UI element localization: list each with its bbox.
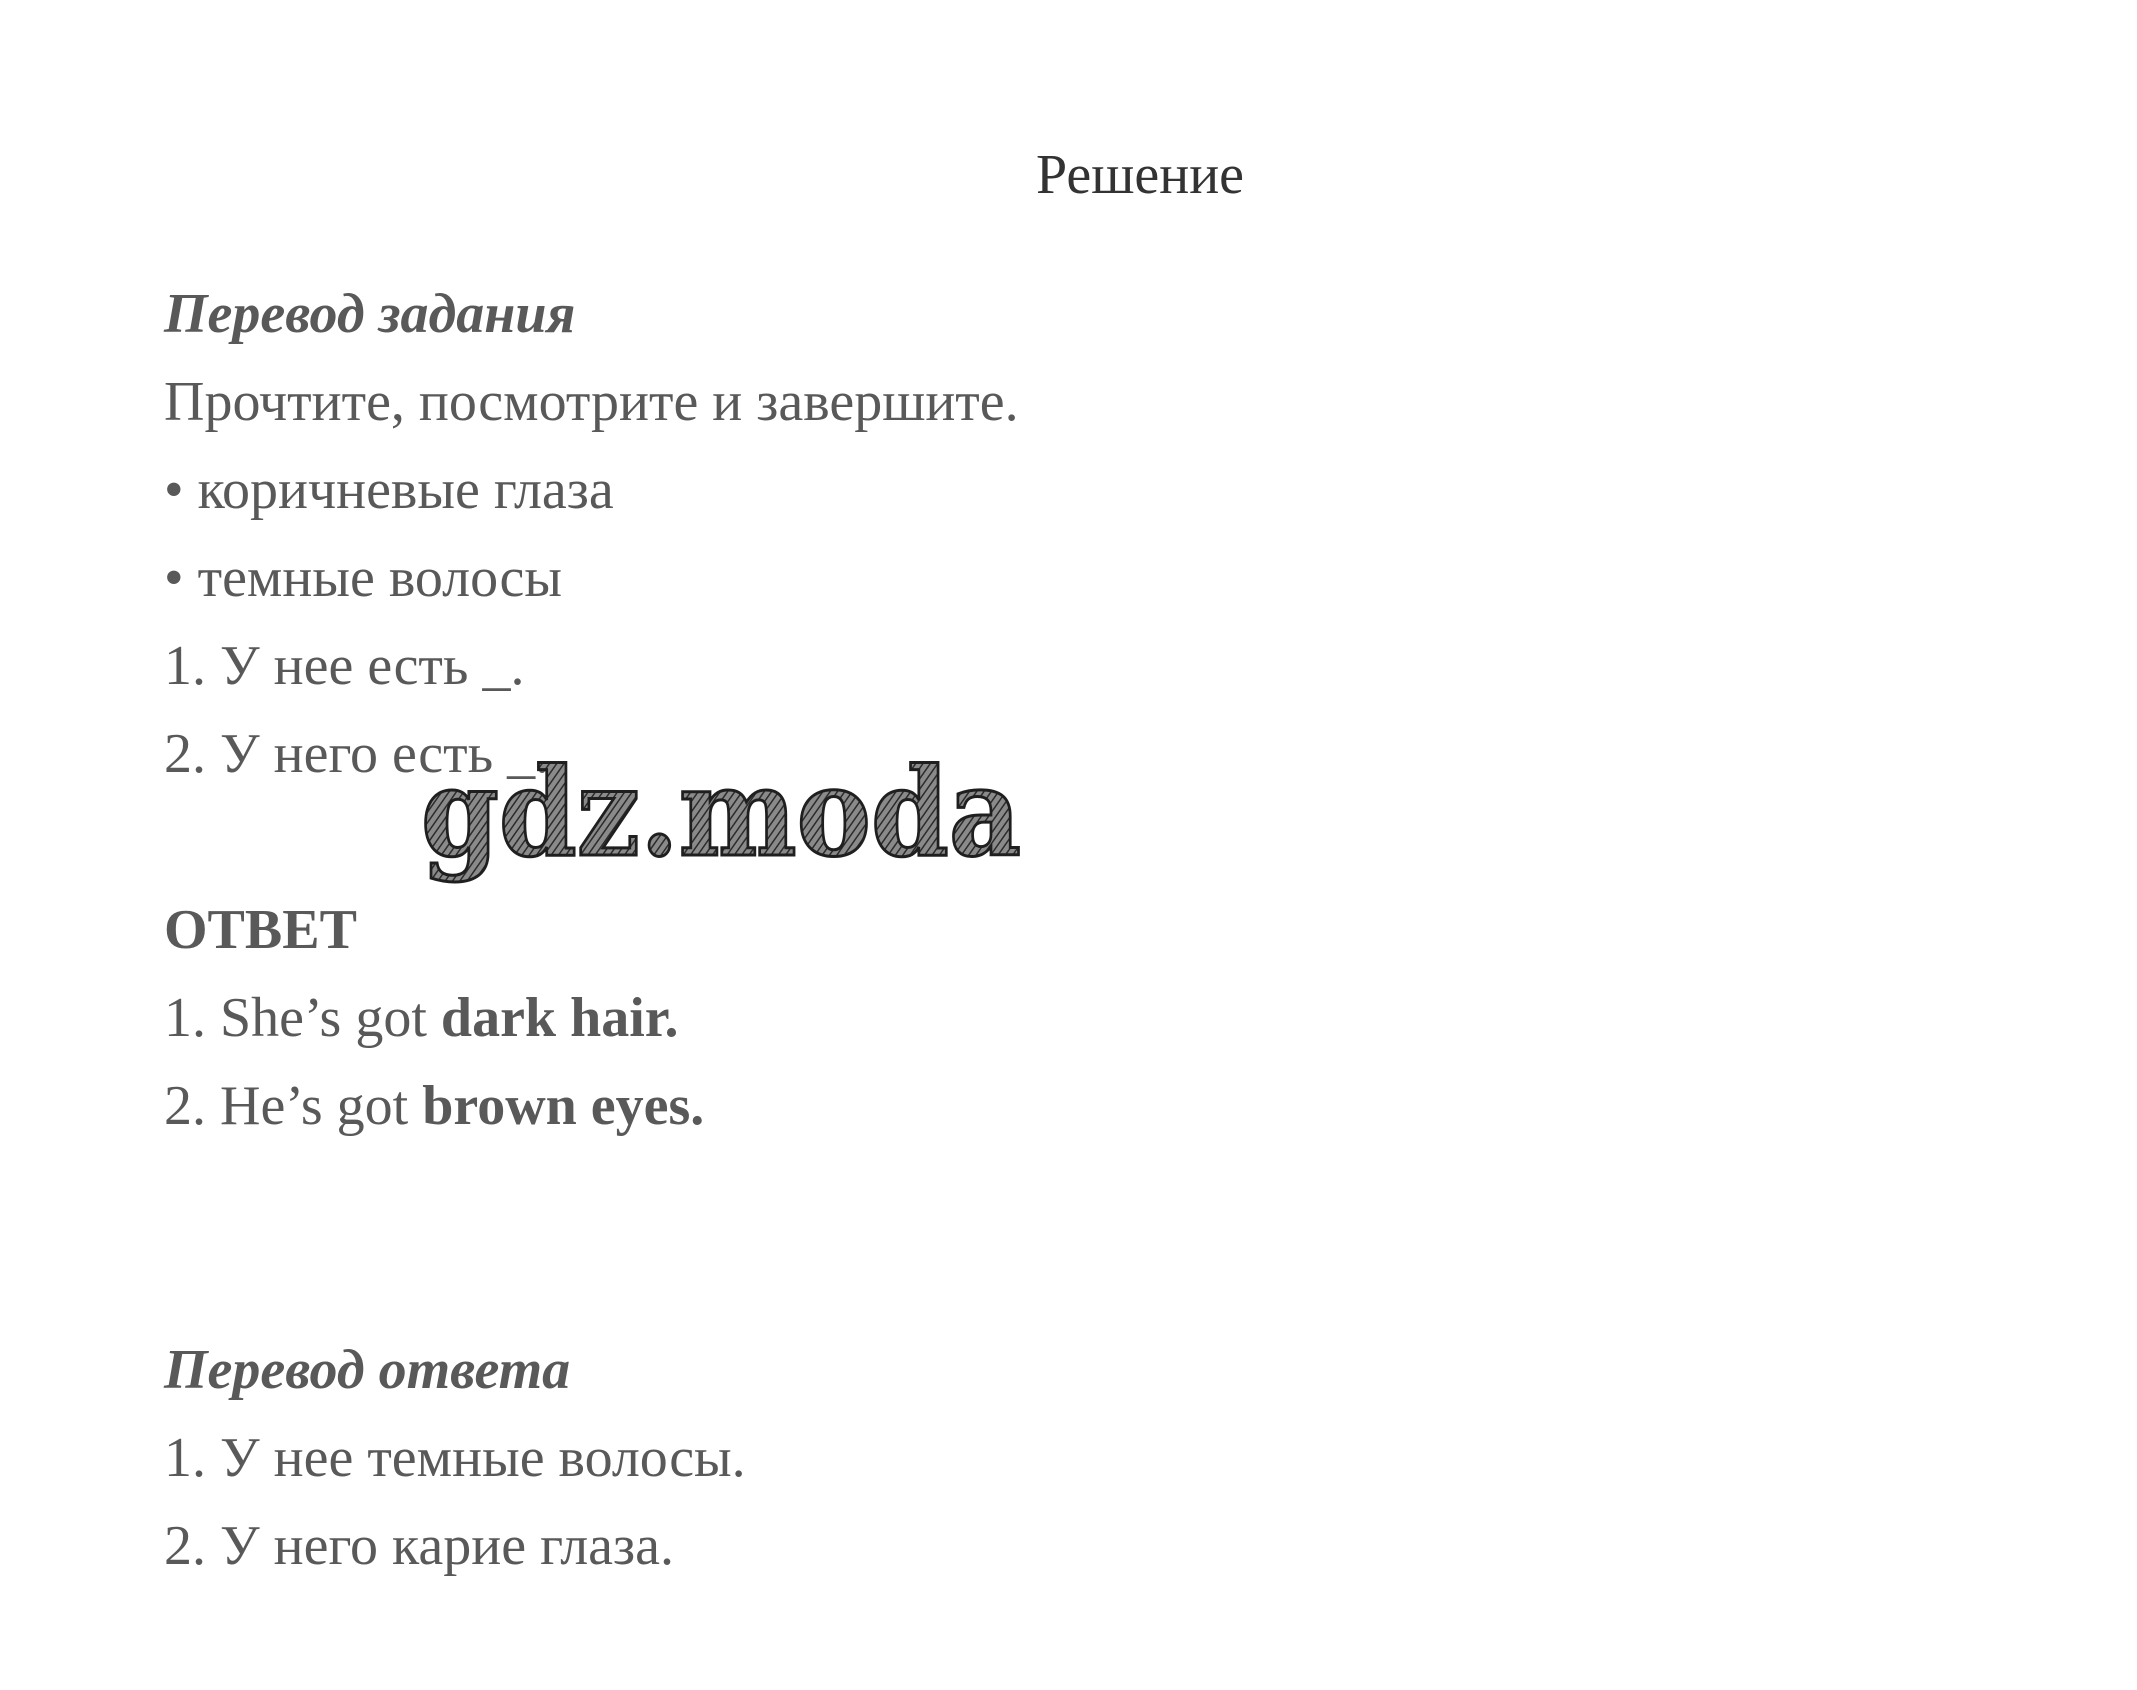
answer-heading: ОТВЕТ [164,899,357,961]
task-item: 1. У нее есть _. [164,635,525,697]
answer-translation-item: 1. У нее темные волосы. [164,1427,746,1489]
answer-bold: dark hair. [440,987,679,1049]
page-title: Решение [1035,144,1245,206]
task-item: 2. У него есть _. [164,723,550,785]
task-translation-heading: Перевод задания [164,283,576,345]
bullet-item: • коричневые глаза [164,459,614,521]
answer-translation-item: 2. У него карие глаза. [164,1515,674,1577]
solution-content [164,270,1964,1590]
watermark-text: gdz.moda [421,745,1021,884]
answer-prefix: 1. She’s got [164,987,441,1049]
answer-item [164,974,1964,1062]
bullet-item: • темные волосы [164,547,562,609]
task-instruction: Прочтите, посмотрите и завершите. [164,371,1019,433]
answer-item [164,1062,1964,1150]
answer-translation-heading: Перевод ответа [164,1339,571,1401]
watermark-logo [415,745,1035,895]
answer-bold: brown eyes. [422,1075,705,1137]
answer-prefix: 2. He’s got [164,1075,423,1137]
